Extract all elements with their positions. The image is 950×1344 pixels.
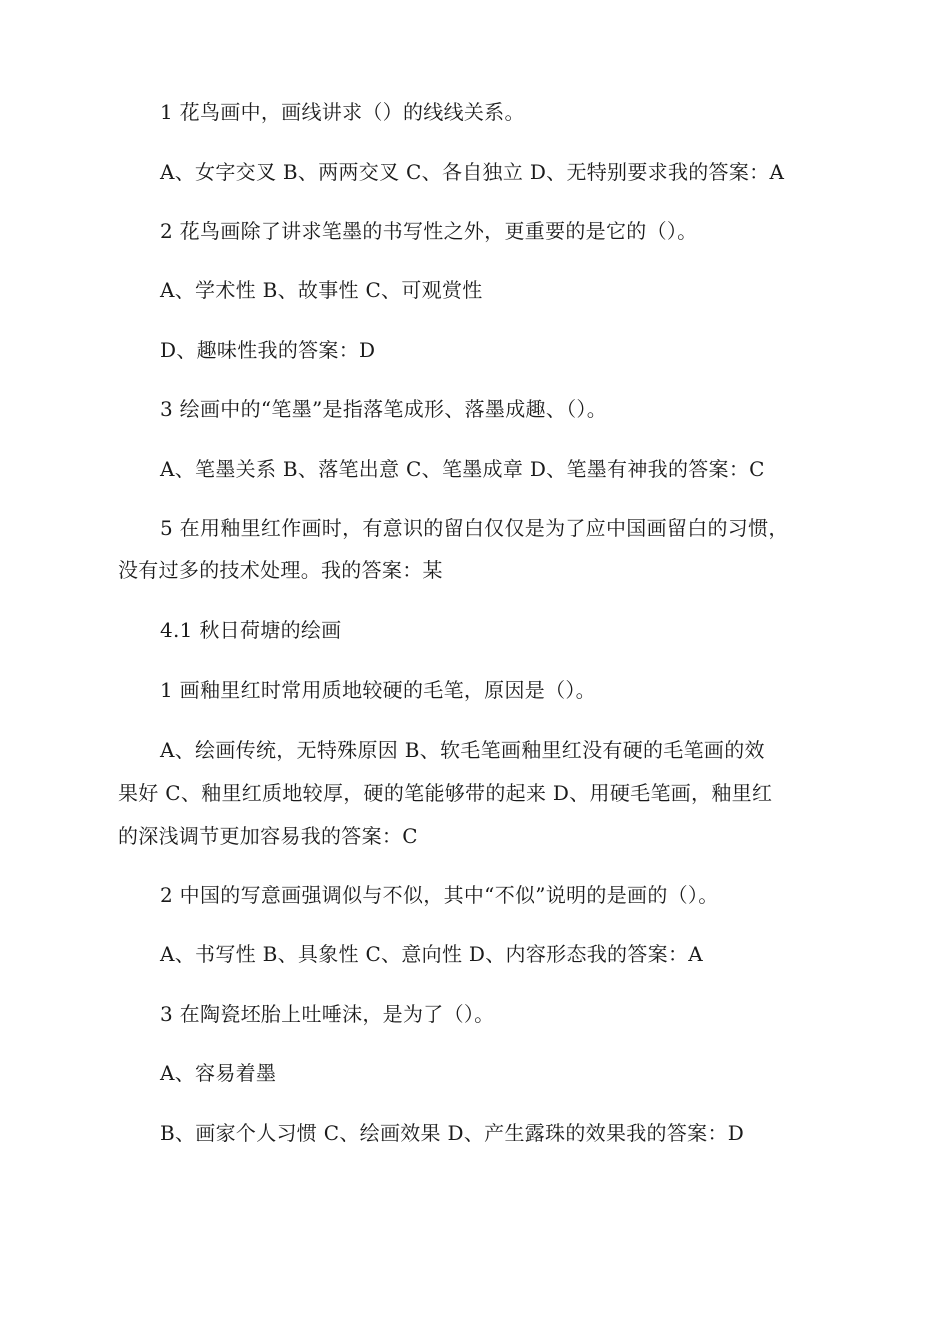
answer-2-2: A、书写性 B、具象性 C、意向性 D、内容形态我的答案：A [160, 942, 703, 966]
options-2-1-line2: 果好 C、釉里红质地较厚，硬的笔能够带的起来 D、用硬毛笔画，釉里红 [118, 781, 773, 805]
question-1-1: 1 花鸟画中，画线讲求（）的线线关系。 [160, 100, 525, 124]
options-2-3-line2: B、画家个人习惯 C、绘画效果 D、产生露珠的效果我的答案：D [160, 1121, 745, 1145]
question-1-2: 2 花鸟画除了讲求笔墨的书写性之外，更重要的是它的（）。 [160, 219, 698, 243]
section-heading: 4.1 秋日荷塘的绘画 [160, 618, 342, 642]
question-2-1: 1 画釉里红时常用质地较硬的毛笔，原因是（）。 [160, 678, 596, 702]
question-2-3: 3 在陶瓷坯胎上吐唾沫，是为了（）。 [160, 1002, 495, 1026]
options-2-1-line1: A、绘画传统，无特殊原因 B、软毛笔画釉里红没有硬的毛笔画的效 [160, 738, 765, 762]
options-2-3-line1: A、容易着墨 [160, 1061, 277, 1085]
options-1-2-line2: D、趣味性我的答案：D [160, 338, 376, 362]
question-1-5-line2: 没有过多的技术处理。我的答案：某 [118, 558, 443, 582]
question-1-3: 3 绘画中的“笔墨”是指落笔成形、落墨成趣、（）。 [160, 397, 608, 421]
question-2-2: 2 中国的写意画强调似与不似，其中“不似”说明的是画的（）。 [160, 883, 719, 907]
question-1-5-line1: 5 在用釉里红作画时，有意识的留白仅仅是为了应中国画留白的习惯， [160, 516, 789, 540]
options-1-2-line1: A、学术性 B、故事性 C、可观赏性 [160, 278, 483, 302]
answer-1-1: A、女字交叉 B、两两交叉 C、各自独立 D、无特别要求我的答案：A [160, 160, 785, 184]
options-2-1-line3: 的深浅调节更加容易我的答案：C [118, 824, 418, 848]
answer-1-3: A、笔墨关系 B、落笔出意 C、笔墨成章 D、笔墨有神我的答案：C [160, 457, 765, 481]
